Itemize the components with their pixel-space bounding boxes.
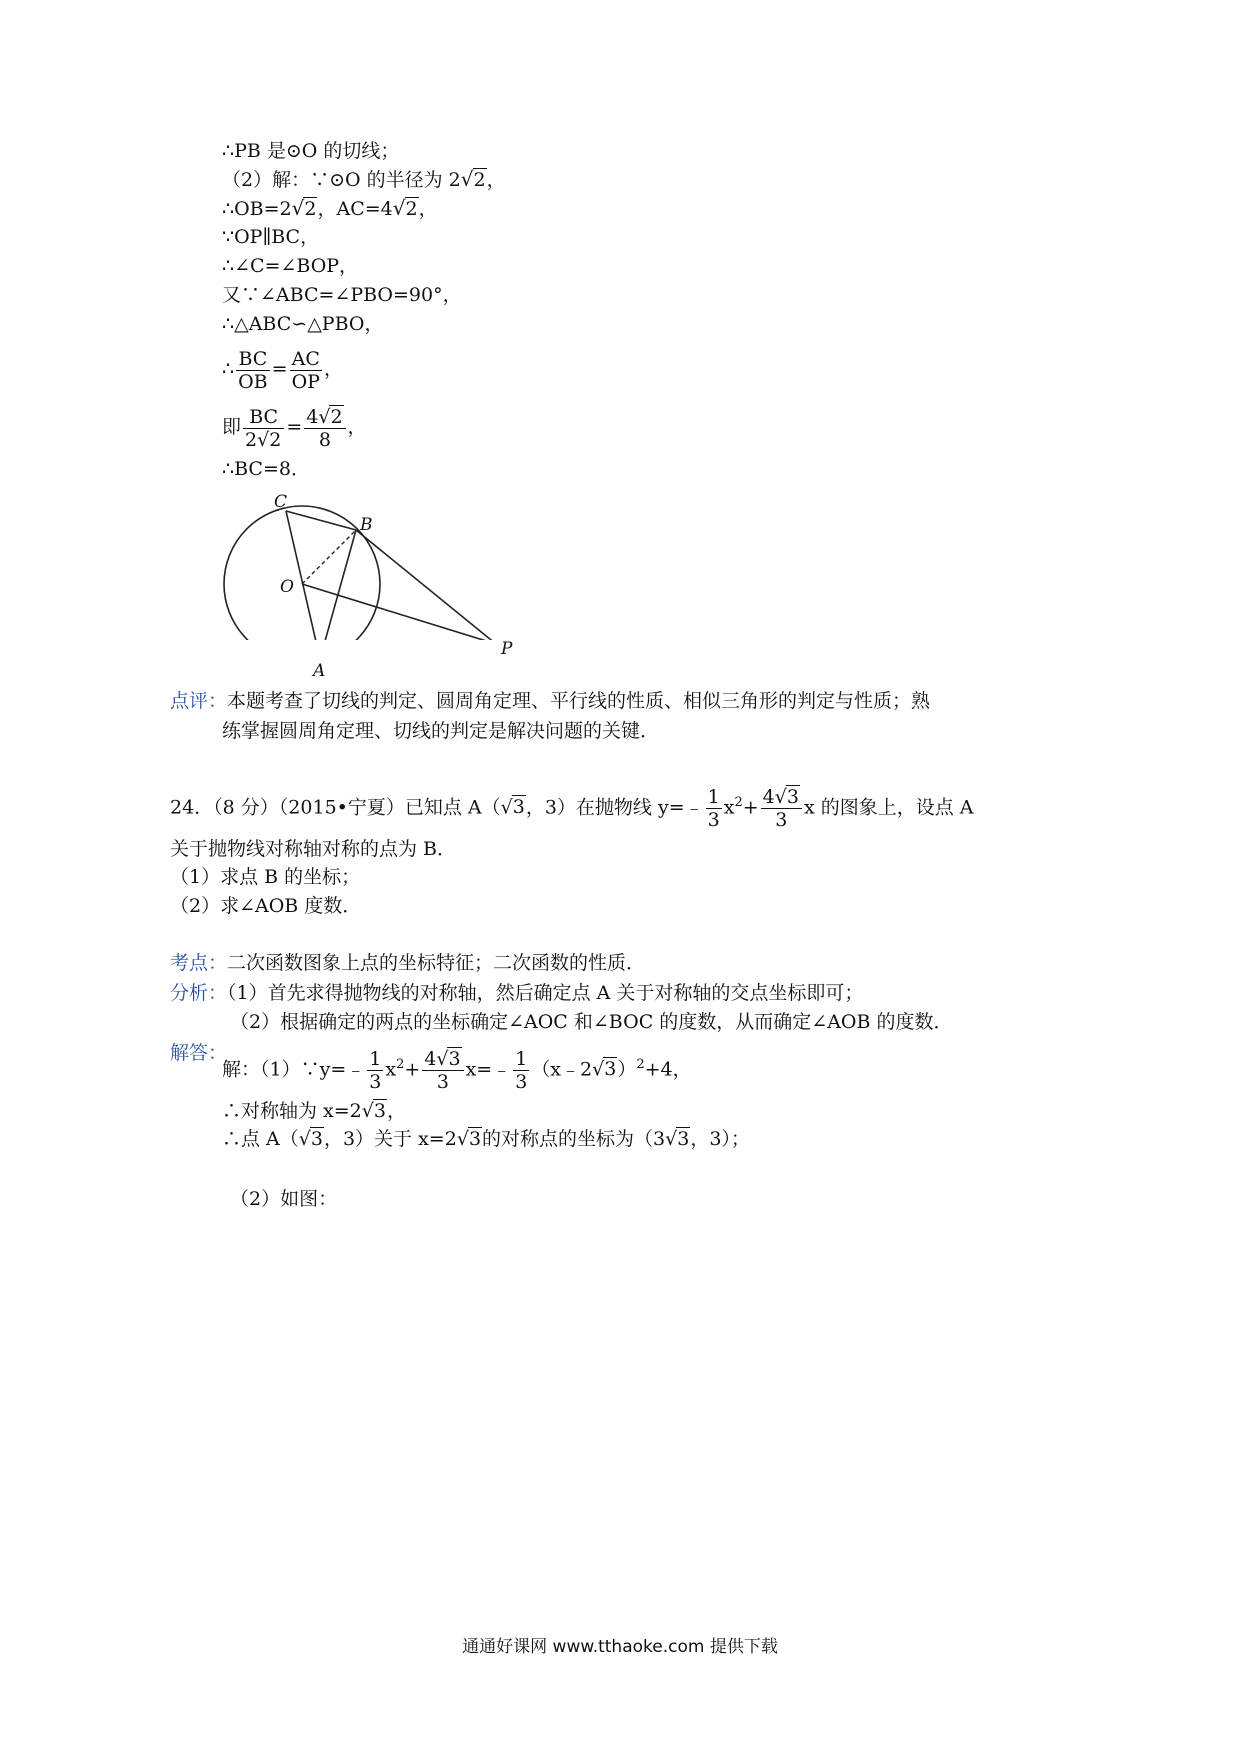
coef: 4 bbox=[306, 405, 319, 428]
numerator: 1 bbox=[707, 785, 720, 808]
proof-text: ，AC=4 bbox=[317, 198, 393, 220]
sqrt-icon: √ bbox=[392, 196, 406, 220]
fenxi-text: （1）首先求得抛物线的对称轴，然后确定点 A 关于对称轴的交点坐标即可； bbox=[227, 982, 864, 1004]
sqrt-icon: √ bbox=[318, 405, 331, 428]
radicand: 3 bbox=[512, 796, 525, 819]
proof-text: ∴ bbox=[222, 358, 235, 380]
fenxi-line-1 bbox=[170, 980, 863, 1006]
solution-text: ∴对称轴为 x=2 bbox=[222, 1100, 362, 1122]
proof-line-1 bbox=[222, 138, 399, 164]
segment-ba bbox=[320, 530, 356, 640]
comment-label: 点评： bbox=[170, 690, 228, 712]
denominator: 8 bbox=[318, 428, 331, 451]
exponent: 2 bbox=[396, 1057, 405, 1072]
denominator: OP bbox=[291, 370, 320, 393]
proof-line-5 bbox=[222, 253, 358, 279]
sqrt-icon: √ bbox=[298, 1128, 311, 1150]
radicand: 3 bbox=[448, 1047, 461, 1070]
coef: 4 bbox=[424, 1047, 437, 1070]
proof-text: ， bbox=[323, 358, 343, 380]
segment-cb bbox=[286, 511, 356, 530]
numerator: AC bbox=[290, 348, 322, 371]
solution-text: ，3）关于 x=2 bbox=[323, 1128, 457, 1150]
fenxi-text: （2）根据确定的两点的坐标确定∠AOC 和∠BOC 的度数，从而确定∠AOB 的度数． bbox=[230, 1011, 953, 1033]
radicand: 3 bbox=[373, 1100, 386, 1122]
radicand: 3 bbox=[604, 1058, 617, 1081]
circle-o bbox=[224, 506, 380, 640]
q24-line-1 bbox=[170, 778, 973, 832]
circle-tangent-figure bbox=[218, 490, 528, 640]
proof-line-9 bbox=[222, 402, 367, 452]
solution-line-4 bbox=[230, 1186, 337, 1212]
fraction bbox=[706, 786, 722, 831]
radicand: 3 bbox=[786, 785, 799, 808]
proof-text: ∴BC=8． bbox=[222, 458, 310, 480]
solution-line-1 bbox=[222, 1040, 692, 1094]
radicand: 3 bbox=[468, 1128, 482, 1150]
fraction bbox=[422, 1048, 463, 1093]
exponent: 2 bbox=[734, 795, 743, 810]
fraction bbox=[304, 406, 345, 451]
fraction bbox=[290, 348, 322, 393]
proof-text: ， bbox=[418, 198, 438, 220]
plus: + bbox=[404, 1058, 421, 1081]
radicand: 3 bbox=[677, 1128, 690, 1150]
sqrt-icon: √ bbox=[592, 1058, 605, 1081]
radicand: 3 bbox=[310, 1128, 323, 1150]
proof-text: ∴OB=2 bbox=[222, 198, 292, 220]
exponent: 2 bbox=[636, 1057, 645, 1072]
jieda-label-line bbox=[170, 1040, 227, 1066]
denominator: OB bbox=[238, 370, 268, 393]
comment-line-1 bbox=[170, 688, 930, 714]
solution-text: x bbox=[385, 1058, 397, 1081]
denominator bbox=[243, 429, 284, 451]
comment-text: 本题考查了切线的判定、圆周角定理、平行线的性质、相似三角形的判定与性质；熟 bbox=[227, 690, 931, 712]
radicand: 2 bbox=[269, 428, 282, 451]
q24-line-4 bbox=[170, 893, 361, 919]
sqrt-icon: √ bbox=[456, 1128, 469, 1150]
solution-text: ，3）； bbox=[690, 1128, 750, 1150]
denominator: 3 bbox=[707, 808, 720, 831]
sqrt-icon: √ bbox=[500, 796, 513, 819]
numerator: 1 bbox=[515, 1047, 528, 1070]
proof-text: ∴PB 是⊙O 的切线； bbox=[222, 140, 400, 162]
point-label-o: O bbox=[280, 577, 294, 597]
sqrt-icon: √ bbox=[774, 785, 787, 808]
proof-line-8 bbox=[222, 344, 343, 394]
proof-text: ∴△ABC∽△PBO， bbox=[222, 313, 384, 335]
segment-bp bbox=[356, 530, 496, 640]
proof-line-3 bbox=[222, 195, 438, 222]
proof-line-6 bbox=[222, 282, 462, 308]
q24-text: （1）求点 B 的坐标； bbox=[170, 866, 361, 888]
comment-text: 练掌握圆周角定理、切线的判定是解决问题的关键． bbox=[222, 720, 660, 742]
equals: = bbox=[286, 416, 303, 438]
q24-text: （2）求∠AOB 度数． bbox=[170, 895, 362, 917]
comment-line-2 bbox=[222, 718, 659, 744]
radicand: 2 bbox=[473, 169, 486, 191]
proof-text: （2）解：∵⊙O 的半径为 2 bbox=[222, 169, 461, 191]
fraction bbox=[367, 1048, 383, 1093]
point-label-c: C bbox=[274, 492, 288, 512]
sqrt-icon: √ bbox=[436, 1047, 449, 1070]
numerator bbox=[761, 786, 802, 809]
solution-text: x=﹣ bbox=[465, 1058, 512, 1081]
jieda-label: 解答： bbox=[170, 1042, 228, 1064]
denominator: 3 bbox=[369, 1070, 382, 1093]
coef: 4 bbox=[762, 785, 775, 808]
fraction bbox=[236, 348, 270, 393]
solution-text: ， bbox=[386, 1100, 406, 1122]
q24-line-2 bbox=[170, 836, 456, 862]
q24-text: x bbox=[723, 796, 735, 819]
solution-text: 的对称点的坐标为（3 bbox=[482, 1128, 666, 1150]
numerator: BC bbox=[236, 348, 270, 371]
sqrt-icon: √ bbox=[361, 1100, 374, 1122]
sqrt-icon: √ bbox=[665, 1128, 678, 1150]
sqrt-icon: √ bbox=[460, 167, 474, 191]
sqrt-icon: √ bbox=[291, 196, 305, 220]
point-label-p: P bbox=[501, 639, 513, 659]
denominator: 3 bbox=[436, 1070, 449, 1093]
coef: 2 bbox=[245, 428, 258, 451]
proof-line-4 bbox=[222, 224, 319, 250]
segment-op bbox=[302, 584, 496, 640]
numerator: 1 bbox=[369, 1047, 382, 1070]
fraction bbox=[513, 1048, 529, 1093]
radicand: 2 bbox=[330, 405, 343, 428]
proof-text: 又∵∠ABC=∠PBO=90°， bbox=[222, 284, 462, 306]
q24-text: ，3）在抛物线 y=﹣ bbox=[525, 796, 704, 819]
plus: + bbox=[742, 796, 759, 819]
q24-text: 关于抛物线对称轴对称的点为 B． bbox=[170, 838, 457, 860]
solution-line-3 bbox=[222, 1126, 750, 1152]
denominator: 3 bbox=[515, 1070, 528, 1093]
numerator bbox=[422, 1048, 463, 1071]
numerator bbox=[304, 406, 345, 429]
proof-line-10 bbox=[222, 456, 310, 482]
footer-watermark: 通通好课网 www.tthaoke.com 提供下载 bbox=[462, 1637, 778, 1657]
q24-text: 24．（8 分）（2015•宁夏）已知点 A（ bbox=[170, 796, 501, 819]
solution-text: +4， bbox=[644, 1058, 692, 1081]
proof-text: ， bbox=[486, 169, 506, 191]
kaodian-label: 考点： bbox=[170, 952, 228, 974]
solution-line-2 bbox=[222, 1098, 406, 1124]
numerator: BC bbox=[243, 406, 284, 429]
solution-text: ∴点 A（ bbox=[222, 1128, 299, 1150]
fenxi-label: 分析： bbox=[170, 982, 228, 1004]
proof-line-7 bbox=[222, 311, 383, 337]
proof-line-2 bbox=[222, 166, 506, 193]
fraction bbox=[761, 786, 802, 831]
radicand: 2 bbox=[304, 198, 317, 220]
point-label-a: A bbox=[313, 661, 326, 681]
kaodian-line bbox=[170, 950, 645, 976]
solution-text: （2）如图： bbox=[230, 1188, 338, 1210]
fenxi-line-2 bbox=[230, 1009, 953, 1035]
proof-text: ， bbox=[347, 416, 367, 438]
proof-text: 即 bbox=[222, 416, 242, 438]
solution-text: 解：（1）∵y=﹣ bbox=[222, 1058, 366, 1081]
solution-text: （x﹣2 bbox=[531, 1058, 593, 1081]
solution-text: ） bbox=[617, 1058, 637, 1081]
point-label-b: B bbox=[360, 515, 373, 535]
fraction bbox=[243, 406, 284, 451]
denominator: 3 bbox=[775, 808, 788, 831]
sqrt-icon: √ bbox=[257, 428, 270, 451]
equals: = bbox=[271, 358, 288, 380]
radicand: 2 bbox=[405, 198, 418, 220]
kaodian-text: 二次函数图象上点的坐标特征；二次函数的性质． bbox=[227, 952, 646, 974]
proof-text: ∵OP∥BC， bbox=[222, 226, 320, 248]
q24-line-3 bbox=[170, 864, 360, 890]
q24-text: x 的图象上，设点 A bbox=[803, 796, 974, 819]
proof-text: ∴∠C=∠BOP， bbox=[222, 255, 359, 277]
